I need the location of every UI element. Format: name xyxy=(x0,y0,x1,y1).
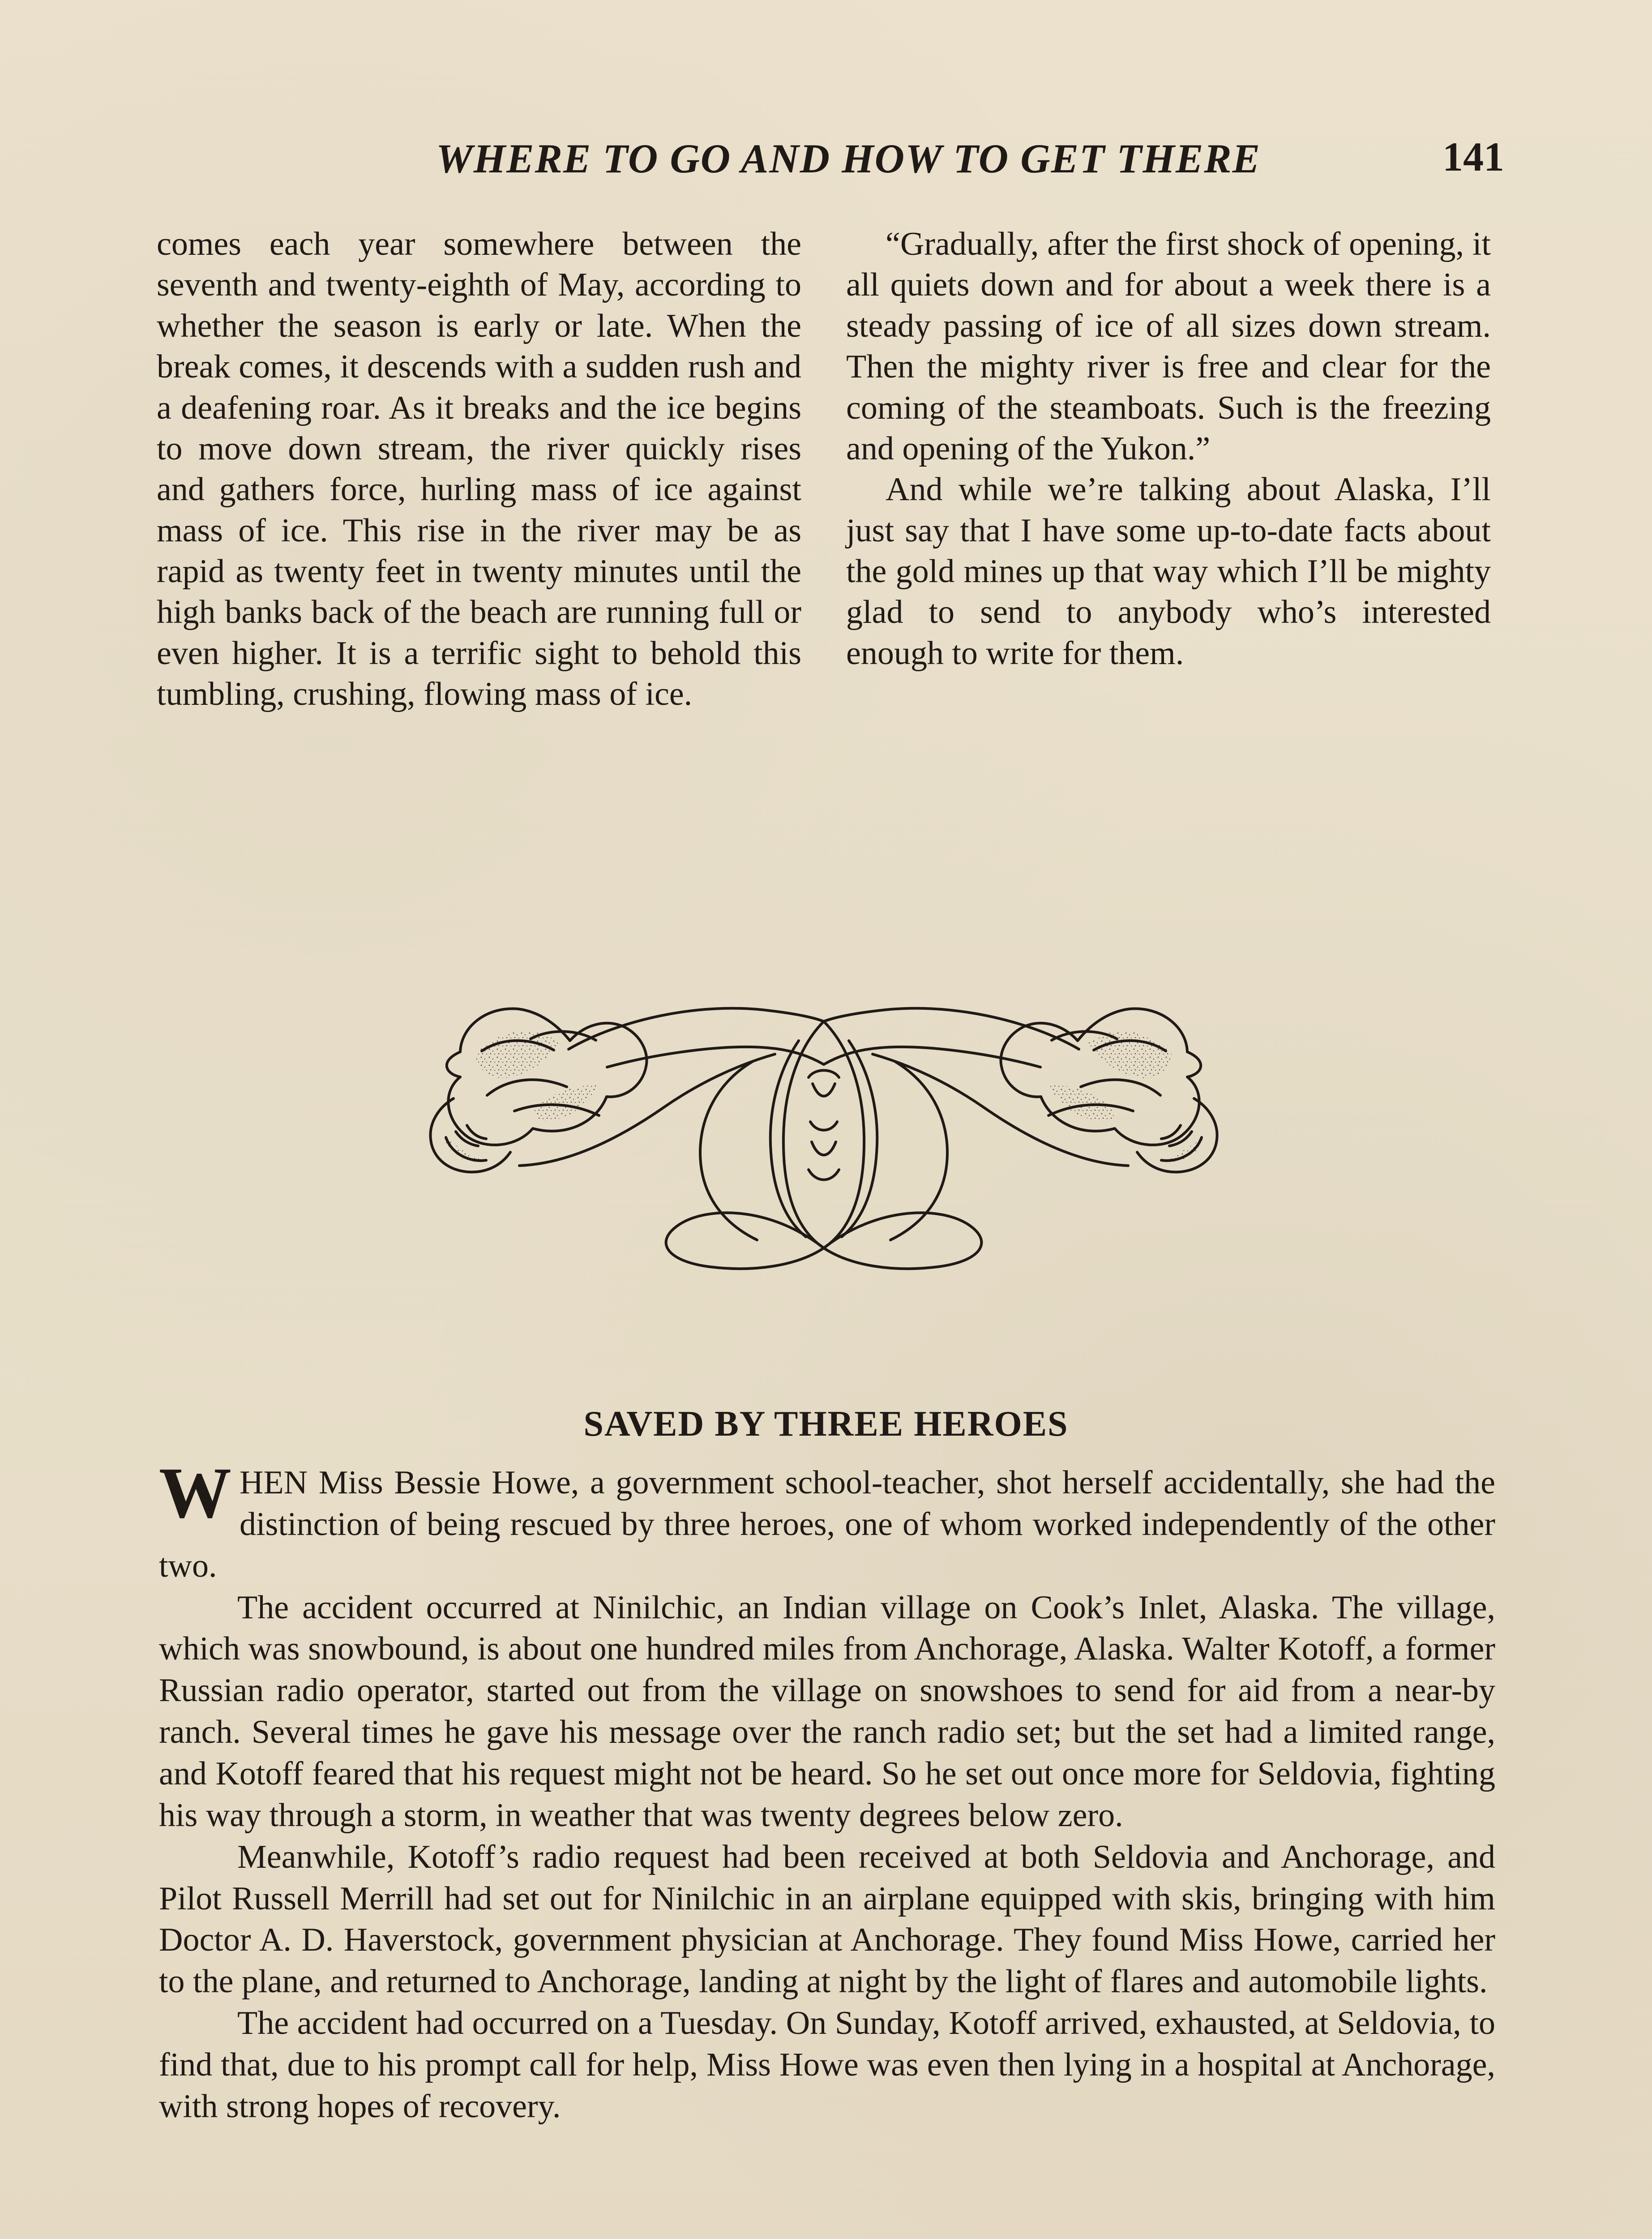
story-title: SAVED BY THREE HEROES xyxy=(583,1404,1069,1444)
right-column xyxy=(846,224,1491,674)
story-paragraph: Meanwhile, Kotoff’s radio request had been received at both Seldovia and Anchorage, and Pilot Russell Merrill had set out for Ninilchic in an airplane equipped with skis, bringing with him Doctor A. D. Haverstock, government physician at Anchorage. They found Miss Howe, carried her to the plane, and returned to Anchorage, landing at night by the light of flares and automobile lights. xyxy=(159,1838,1495,2000)
right-column-paragraph: “Gradually, after the first shock of opening, it all quiets down and for about a week there is a steady passing of ice of all sizes down stream. Then the mighty river is free and clear for the coming of the steamboats. Such is the freezing and opening of the Yukon.” xyxy=(846,226,1491,467)
running-head: WHERE TO GO AND HOW TO GET THERE xyxy=(436,136,1261,181)
left-column-paragraph: comes each year somewhere between the seventh and twenty-eighth of May, according to whether the season is early or late. When the break comes, it descends with a sudden rush and a deafening roar. As it breaks and the ice begins to move down stream, the river quickly rises and gathers force, hurling mass of ice against mass of ice. This rise in the river may be as rapid as twenty feet in twenty minutes until the high banks back of the beach are running full or even higher. It is a terrific sight to behold this tumbling, crushing, flowing mass of ice. xyxy=(157,226,801,713)
story-body xyxy=(159,1453,1495,2127)
story-paragraph-text: HEN Miss Bessie Howe, a government school-teacher, shot herself accidentally, she had the distinction of being rescued by three heroes, one of whom worked independently of the other two. xyxy=(159,1464,1495,1584)
right-column-paragraph: And while we’re talking about Alaska, I’ll just say that I have some up-to-date facts about the gold mines up that way which I’ll be mighty glad to send to anybody who’s interested enough to write for them. xyxy=(846,471,1491,672)
story-paragraph: The accident occurred at Ninilchic, an Indian village on Cook’s Inlet, Alaska. The village, which was snowbound, is about one hundred miles from Anchorage, Alaska. Walter Kotoff, a former Russian radio operator, started out from the village on snowshoes to send for aid from a near-by ranch. Several times he gave his message over the ranch radio set; but the set had a limited range, and Kotoff feared that his request might not be heard. So he set out once more for Seldovia, fighting his way through a storm, in weather that was twenty degrees below zero. xyxy=(159,1589,1495,1834)
drop-cap: W xyxy=(159,1453,231,1533)
story-paragraph: The accident had occurred on a Tuesday. On Sunday, Kotoff arrived, exhausted, at Seldovia, to find that, due to his prompt call for help, Miss Howe was even then lying in a hospital at Anchorage, with strong hopes of recovery. xyxy=(159,2005,1495,2125)
left-column xyxy=(157,224,801,715)
page-number: 141 xyxy=(1442,134,1504,180)
floral-ornament-icon xyxy=(407,983,1240,1287)
story-paragraph xyxy=(159,1453,1495,1587)
